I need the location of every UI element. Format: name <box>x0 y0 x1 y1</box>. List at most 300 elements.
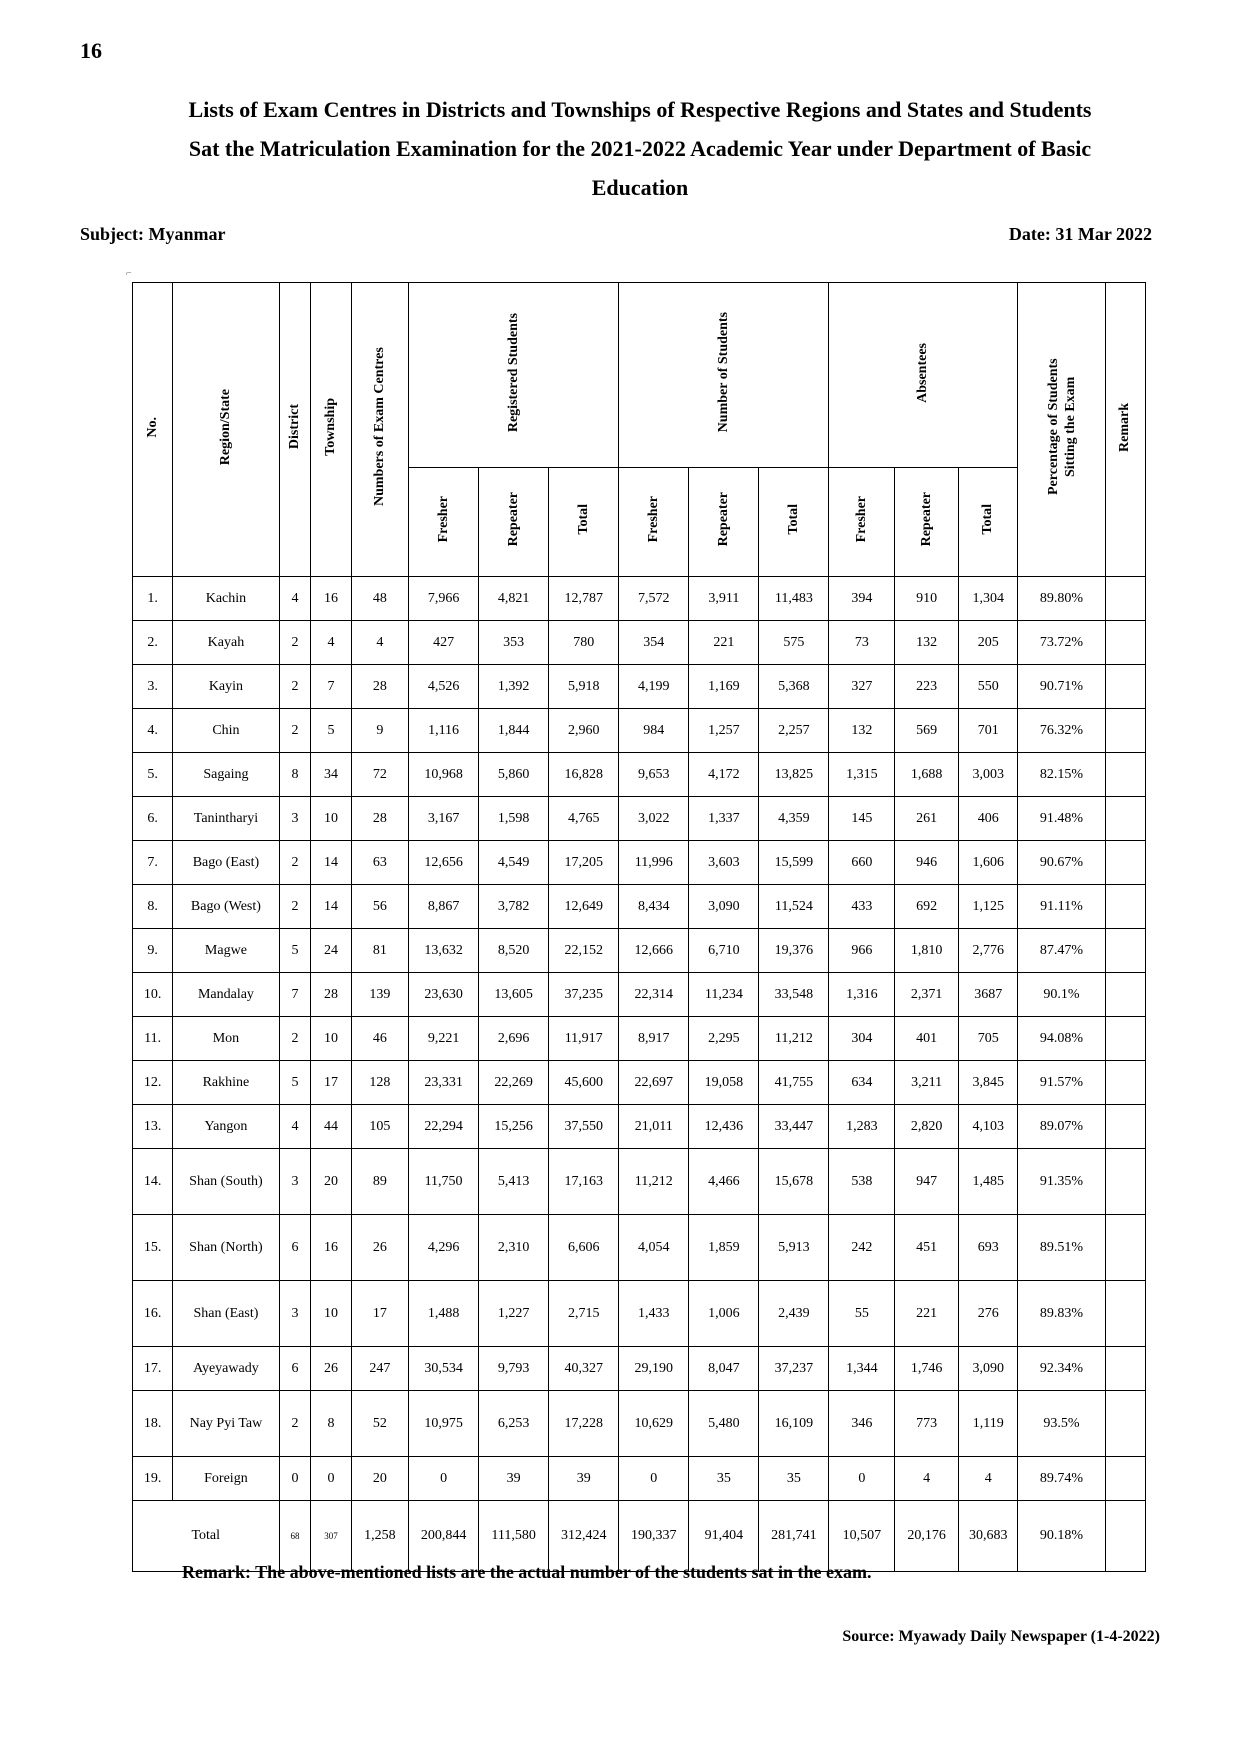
cell-region: Foreign <box>173 1457 279 1501</box>
cell-sat-fresher: 984 <box>619 709 689 753</box>
cell-region: Yangon <box>173 1105 279 1149</box>
total-sat-repeater: 91,404 <box>689 1501 759 1572</box>
cell-no: 10. <box>133 973 173 1017</box>
subheader-sat-fresher: Fresher <box>619 468 689 577</box>
cell-no: 15. <box>133 1215 173 1281</box>
cell-percentage: 93.5% <box>1018 1391 1105 1457</box>
cell-remark <box>1105 929 1145 973</box>
cell-reg-total: 39 <box>549 1457 619 1501</box>
header-absentees: Absentees <box>829 283 1018 468</box>
cell-sat-fresher: 10,629 <box>619 1391 689 1457</box>
cell-no: 8. <box>133 885 173 929</box>
cell-sat-fresher: 22,314 <box>619 973 689 1017</box>
cell-reg-total: 12,649 <box>549 885 619 929</box>
cell-abs-repeater: 692 <box>895 885 959 929</box>
table-anchor-mark: ⌐ <box>126 268 132 279</box>
cell-abs-repeater: 223 <box>895 665 959 709</box>
cell-reg-total: 22,152 <box>549 929 619 973</box>
cell-sat-total: 19,376 <box>759 929 829 973</box>
cell-region: Sagaing <box>173 753 279 797</box>
cell-reg-fresher: 1,488 <box>409 1281 479 1347</box>
cell-abs-repeater: 261 <box>895 797 959 841</box>
table-row <box>133 709 1146 753</box>
cell-abs-total: 693 <box>958 1215 1017 1281</box>
remark-note: Remark: The above-mentioned lists are the actual number of the students sat in the exam. <box>182 1562 872 1582</box>
cell-township: 0 <box>311 1457 351 1501</box>
header-number-of-students: Number of Students <box>619 283 829 468</box>
cell-reg-fresher: 23,331 <box>409 1061 479 1105</box>
cell-abs-repeater: 4 <box>895 1457 959 1501</box>
cell-remark <box>1105 665 1145 709</box>
cell-percentage: 76.32% <box>1018 709 1105 753</box>
cell-abs-repeater: 221 <box>895 1281 959 1347</box>
cell-abs-total: 3,090 <box>958 1347 1017 1391</box>
cell-region: Mandalay <box>173 973 279 1017</box>
cell-sat-repeater: 1,257 <box>689 709 759 753</box>
subheader-reg-fresher: Fresher <box>409 468 479 577</box>
cell-district: 8 <box>279 753 311 797</box>
cell-sat-total: 2,257 <box>759 709 829 753</box>
cell-region: Bago (West) <box>173 885 279 929</box>
cell-region: Shan (East) <box>173 1281 279 1347</box>
cell-sat-fresher: 4,199 <box>619 665 689 709</box>
table-body <box>133 577 1146 1572</box>
cell-no: 7. <box>133 841 173 885</box>
cell-district: 2 <box>279 621 311 665</box>
cell-sat-fresher: 1,433 <box>619 1281 689 1347</box>
cell-percentage: 89.51% <box>1018 1215 1105 1281</box>
table-row <box>133 1391 1146 1457</box>
cell-abs-total: 205 <box>958 621 1017 665</box>
cell-centres: 46 <box>351 1017 408 1061</box>
cell-abs-fresher: 145 <box>829 797 895 841</box>
cell-no: 12. <box>133 1061 173 1105</box>
table-row <box>133 1281 1146 1347</box>
cell-abs-repeater: 946 <box>895 841 959 885</box>
cell-sat-total: 35 <box>759 1457 829 1501</box>
cell-no: 17. <box>133 1347 173 1391</box>
cell-region: Tanintharyi <box>173 797 279 841</box>
cell-no: 6. <box>133 797 173 841</box>
cell-reg-repeater: 15,256 <box>479 1105 549 1149</box>
cell-reg-fresher: 9,221 <box>409 1017 479 1061</box>
cell-abs-repeater: 3,211 <box>895 1061 959 1105</box>
cell-no: 14. <box>133 1149 173 1215</box>
cell-reg-fresher: 11,750 <box>409 1149 479 1215</box>
cell-remark <box>1105 621 1145 665</box>
table-row <box>133 753 1146 797</box>
cell-reg-fresher: 0 <box>409 1457 479 1501</box>
cell-sat-total: 2,439 <box>759 1281 829 1347</box>
cell-district: 3 <box>279 1149 311 1215</box>
cell-region: Kachin <box>173 577 279 621</box>
cell-remark <box>1105 709 1145 753</box>
cell-abs-fresher: 1,283 <box>829 1105 895 1149</box>
exam-statistics-table <box>132 282 1146 1572</box>
cell-centres: 52 <box>351 1391 408 1457</box>
cell-abs-total: 550 <box>958 665 1017 709</box>
cell-sat-repeater: 221 <box>689 621 759 665</box>
cell-sat-total: 11,483 <box>759 577 829 621</box>
cell-percentage: 73.72% <box>1018 621 1105 665</box>
cell-reg-total: 45,600 <box>549 1061 619 1105</box>
cell-centres: 89 <box>351 1149 408 1215</box>
cell-remark <box>1105 1149 1145 1215</box>
cell-abs-total: 2,776 <box>958 929 1017 973</box>
cell-region: Mon <box>173 1017 279 1061</box>
cell-no: 13. <box>133 1105 173 1149</box>
cell-abs-fresher: 660 <box>829 841 895 885</box>
total-abs-fresher: 10,507 <box>829 1501 895 1572</box>
source-note: Source: Myawady Daily Newspaper (1-4-2022) <box>842 1628 1160 1645</box>
subheader-abs-fresher: Fresher <box>829 468 895 577</box>
cell-township: 10 <box>311 797 351 841</box>
cell-abs-repeater: 401 <box>895 1017 959 1061</box>
subheader-abs-total: Total <box>958 468 1017 577</box>
cell-reg-fresher: 1,116 <box>409 709 479 753</box>
cell-remark <box>1105 1017 1145 1061</box>
cell-abs-repeater: 1,688 <box>895 753 959 797</box>
cell-no: 2. <box>133 621 173 665</box>
cell-sat-repeater: 6,710 <box>689 929 759 973</box>
cell-abs-total: 4,103 <box>958 1105 1017 1149</box>
cell-sat-total: 16,109 <box>759 1391 829 1457</box>
cell-abs-fresher: 55 <box>829 1281 895 1347</box>
cell-reg-total: 12,787 <box>549 577 619 621</box>
table-row <box>133 1061 1146 1105</box>
cell-centres: 28 <box>351 797 408 841</box>
cell-sat-fresher: 354 <box>619 621 689 665</box>
document-title <box>120 90 1160 207</box>
title-line: Sat the Matriculation Examination for the 2021-2022 Academic Year under Department of Basic <box>188 136 1092 161</box>
cell-abs-fresher: 327 <box>829 665 895 709</box>
total-district: 68 <box>279 1501 311 1572</box>
cell-region: Shan (South) <box>173 1149 279 1215</box>
cell-percentage: 90.71% <box>1018 665 1105 709</box>
cell-sat-total: 5,913 <box>759 1215 829 1281</box>
cell-reg-fresher: 7,966 <box>409 577 479 621</box>
cell-reg-repeater: 6,253 <box>479 1391 549 1457</box>
cell-percentage: 91.48% <box>1018 797 1105 841</box>
cell-reg-fresher: 8,867 <box>409 885 479 929</box>
cell-sat-fresher: 29,190 <box>619 1347 689 1391</box>
cell-percentage: 89.07% <box>1018 1105 1105 1149</box>
cell-region: Chin <box>173 709 279 753</box>
cell-abs-total: 1,606 <box>958 841 1017 885</box>
cell-abs-total: 3,845 <box>958 1061 1017 1105</box>
cell-sat-repeater: 3,911 <box>689 577 759 621</box>
cell-abs-fresher: 304 <box>829 1017 895 1061</box>
table-row <box>133 621 1146 665</box>
cell-centres: 9 <box>351 709 408 753</box>
table-row <box>133 929 1146 973</box>
cell-district: 2 <box>279 841 311 885</box>
header-registered: Registered Students <box>409 283 619 468</box>
cell-sat-total: 33,447 <box>759 1105 829 1149</box>
cell-township: 44 <box>311 1105 351 1149</box>
cell-township: 28 <box>311 973 351 1017</box>
cell-centres: 128 <box>351 1061 408 1105</box>
cell-centres: 72 <box>351 753 408 797</box>
header-township: Township <box>311 283 351 577</box>
cell-abs-total: 3,003 <box>958 753 1017 797</box>
cell-region: Kayin <box>173 665 279 709</box>
cell-township: 20 <box>311 1149 351 1215</box>
cell-centres: 139 <box>351 973 408 1017</box>
cell-reg-total: 4,765 <box>549 797 619 841</box>
cell-percentage: 89.83% <box>1018 1281 1105 1347</box>
cell-reg-fresher: 4,296 <box>409 1215 479 1281</box>
cell-sat-fresher: 4,054 <box>619 1215 689 1281</box>
table-row <box>133 1457 1146 1501</box>
cell-no: 4. <box>133 709 173 753</box>
cell-abs-total: 701 <box>958 709 1017 753</box>
total-label: Total <box>133 1501 280 1572</box>
cell-reg-total: 40,327 <box>549 1347 619 1391</box>
cell-sat-total: 15,678 <box>759 1149 829 1215</box>
cell-remark <box>1105 1105 1145 1149</box>
page-number: 16 <box>80 38 102 63</box>
cell-reg-repeater: 5,413 <box>479 1149 549 1215</box>
table-row <box>133 1017 1146 1061</box>
cell-sat-total: 4,359 <box>759 797 829 841</box>
cell-reg-fresher: 3,167 <box>409 797 479 841</box>
total-township: 307 <box>311 1501 351 1572</box>
cell-reg-fresher: 12,656 <box>409 841 479 885</box>
cell-sat-fresher: 22,697 <box>619 1061 689 1105</box>
cell-sat-repeater: 1,859 <box>689 1215 759 1281</box>
cell-abs-repeater: 1,746 <box>895 1347 959 1391</box>
cell-abs-fresher: 0 <box>829 1457 895 1501</box>
cell-remark <box>1105 1347 1145 1391</box>
cell-district: 2 <box>279 885 311 929</box>
cell-district: 5 <box>279 1061 311 1105</box>
cell-sat-total: 575 <box>759 621 829 665</box>
cell-township: 8 <box>311 1391 351 1457</box>
cell-abs-repeater: 132 <box>895 621 959 665</box>
cell-township: 4 <box>311 621 351 665</box>
cell-centres: 17 <box>351 1281 408 1347</box>
cell-abs-repeater: 2,820 <box>895 1105 959 1149</box>
subheader-reg-repeater: Repeater <box>479 468 549 577</box>
cell-centres: 105 <box>351 1105 408 1149</box>
cell-district: 2 <box>279 665 311 709</box>
table-row <box>133 665 1146 709</box>
cell-abs-fresher: 1,315 <box>829 753 895 797</box>
cell-abs-total: 1,119 <box>958 1391 1017 1457</box>
total-remark <box>1105 1501 1145 1572</box>
total-reg-fresher: 200,844 <box>409 1501 479 1572</box>
cell-district: 0 <box>279 1457 311 1501</box>
cell-reg-repeater: 4,549 <box>479 841 549 885</box>
cell-sat-total: 11,212 <box>759 1017 829 1061</box>
cell-reg-fresher: 23,630 <box>409 973 479 1017</box>
cell-sat-repeater: 4,466 <box>689 1149 759 1215</box>
cell-sat-fresher: 12,666 <box>619 929 689 973</box>
cell-township: 14 <box>311 841 351 885</box>
cell-abs-fresher: 538 <box>829 1149 895 1215</box>
cell-reg-total: 780 <box>549 621 619 665</box>
cell-reg-repeater: 1,227 <box>479 1281 549 1347</box>
cell-abs-total: 1,485 <box>958 1149 1017 1215</box>
subject-label: Subject: Myanmar <box>80 224 226 244</box>
cell-district: 6 <box>279 1215 311 1281</box>
cell-district: 2 <box>279 1017 311 1061</box>
cell-reg-repeater: 2,696 <box>479 1017 549 1061</box>
cell-abs-fresher: 242 <box>829 1215 895 1281</box>
cell-region: Kayah <box>173 621 279 665</box>
cell-reg-repeater: 1,598 <box>479 797 549 841</box>
cell-township: 16 <box>311 1215 351 1281</box>
table-row <box>133 1105 1146 1149</box>
cell-abs-fresher: 634 <box>829 1061 895 1105</box>
cell-reg-repeater: 2,310 <box>479 1215 549 1281</box>
cell-abs-fresher: 346 <box>829 1391 895 1457</box>
cell-percentage: 94.08% <box>1018 1017 1105 1061</box>
cell-reg-fresher: 427 <box>409 621 479 665</box>
cell-abs-total: 705 <box>958 1017 1017 1061</box>
cell-reg-fresher: 22,294 <box>409 1105 479 1149</box>
cell-reg-repeater: 4,821 <box>479 577 549 621</box>
cell-centres: 247 <box>351 1347 408 1391</box>
total-reg-total: 312,424 <box>549 1501 619 1572</box>
cell-abs-repeater: 2,371 <box>895 973 959 1017</box>
cell-abs-total: 4 <box>958 1457 1017 1501</box>
cell-abs-repeater: 947 <box>895 1149 959 1215</box>
total-reg-repeater: 111,580 <box>479 1501 549 1572</box>
cell-township: 16 <box>311 577 351 621</box>
cell-reg-repeater: 13,605 <box>479 973 549 1017</box>
cell-remark <box>1105 577 1145 621</box>
cell-reg-total: 17,228 <box>549 1391 619 1457</box>
cell-sat-repeater: 8,047 <box>689 1347 759 1391</box>
cell-abs-fresher: 73 <box>829 621 895 665</box>
cell-remark <box>1105 973 1145 1017</box>
cell-reg-total: 17,163 <box>549 1149 619 1215</box>
cell-reg-total: 5,918 <box>549 665 619 709</box>
cell-district: 4 <box>279 1105 311 1149</box>
cell-reg-total: 2,715 <box>549 1281 619 1347</box>
cell-sat-total: 13,825 <box>759 753 829 797</box>
cell-region: Bago (East) <box>173 841 279 885</box>
total-sat-fresher: 190,337 <box>619 1501 689 1572</box>
date-label: Date: 31 Mar 2022 <box>1008 224 1152 244</box>
table-row <box>133 1149 1146 1215</box>
total-centres: 1,258 <box>351 1501 408 1572</box>
cell-abs-repeater: 773 <box>895 1391 959 1457</box>
cell-region: Nay Pyi Taw <box>173 1391 279 1457</box>
cell-centres: 81 <box>351 929 408 973</box>
cell-sat-repeater: 1,337 <box>689 797 759 841</box>
cell-abs-repeater: 451 <box>895 1215 959 1281</box>
cell-sat-repeater: 11,234 <box>689 973 759 1017</box>
table-row <box>133 973 1146 1017</box>
table-row <box>133 841 1146 885</box>
cell-township: 7 <box>311 665 351 709</box>
cell-no: 11. <box>133 1017 173 1061</box>
cell-no: 5. <box>133 753 173 797</box>
cell-township: 10 <box>311 1281 351 1347</box>
cell-district: 4 <box>279 577 311 621</box>
total-row <box>133 1501 1146 1572</box>
cell-remark <box>1105 1215 1145 1281</box>
subheader-abs-repeater: Repeater <box>895 468 959 577</box>
cell-abs-fresher: 1,316 <box>829 973 895 1017</box>
cell-region: Shan (North) <box>173 1215 279 1281</box>
cell-remark <box>1105 1281 1145 1347</box>
subheader-sat-total: Total <box>759 468 829 577</box>
cell-abs-repeater: 910 <box>895 577 959 621</box>
cell-reg-total: 11,917 <box>549 1017 619 1061</box>
cell-remark <box>1105 1061 1145 1105</box>
cell-abs-fresher: 966 <box>829 929 895 973</box>
cell-abs-repeater: 569 <box>895 709 959 753</box>
total-abs-total: 30,683 <box>958 1501 1017 1572</box>
header-percentage: Percentage of Students Sitting the Exam <box>1018 283 1105 577</box>
cell-remark <box>1105 1457 1145 1501</box>
cell-reg-repeater: 1,392 <box>479 665 549 709</box>
cell-sat-fresher: 11,212 <box>619 1149 689 1215</box>
cell-district: 2 <box>279 1391 311 1457</box>
header-no: No. <box>133 283 173 577</box>
cell-sat-repeater: 19,058 <box>689 1061 759 1105</box>
cell-sat-total: 5,368 <box>759 665 829 709</box>
header-remark: Remark <box>1105 283 1145 577</box>
cell-abs-total: 1,125 <box>958 885 1017 929</box>
cell-abs-fresher: 433 <box>829 885 895 929</box>
table-row <box>133 1215 1146 1281</box>
cell-sat-repeater: 3,603 <box>689 841 759 885</box>
cell-district: 6 <box>279 1347 311 1391</box>
cell-sat-repeater: 1,006 <box>689 1281 759 1347</box>
cell-reg-fresher: 13,632 <box>409 929 479 973</box>
cell-abs-repeater: 1,810 <box>895 929 959 973</box>
cell-abs-total: 1,304 <box>958 577 1017 621</box>
header-centres: Numbers of Exam Centres <box>351 283 408 577</box>
cell-sat-total: 37,237 <box>759 1347 829 1391</box>
cell-sat-repeater: 3,090 <box>689 885 759 929</box>
cell-no: 18. <box>133 1391 173 1457</box>
cell-reg-total: 16,828 <box>549 753 619 797</box>
table-row <box>133 885 1146 929</box>
cell-abs-fresher: 1,344 <box>829 1347 895 1391</box>
cell-abs-total: 3687 <box>958 973 1017 1017</box>
cell-sat-repeater: 5,480 <box>689 1391 759 1457</box>
cell-remark <box>1105 1391 1145 1457</box>
cell-sat-fresher: 8,434 <box>619 885 689 929</box>
cell-sat-fresher: 9,653 <box>619 753 689 797</box>
cell-reg-repeater: 1,844 <box>479 709 549 753</box>
cell-reg-repeater: 3,782 <box>479 885 549 929</box>
cell-region: Magwe <box>173 929 279 973</box>
table-row <box>133 797 1146 841</box>
cell-township: 5 <box>311 709 351 753</box>
cell-sat-total: 11,524 <box>759 885 829 929</box>
total-sat-total: 281,741 <box>759 1501 829 1572</box>
cell-sat-repeater: 2,295 <box>689 1017 759 1061</box>
cell-percentage: 91.35% <box>1018 1149 1105 1215</box>
cell-centres: 63 <box>351 841 408 885</box>
cell-district: 7 <box>279 973 311 1017</box>
cell-sat-fresher: 11,996 <box>619 841 689 885</box>
cell-percentage: 89.74% <box>1018 1457 1105 1501</box>
cell-no: 3. <box>133 665 173 709</box>
cell-reg-repeater: 9,793 <box>479 1347 549 1391</box>
cell-centres: 4 <box>351 621 408 665</box>
cell-reg-total: 6,606 <box>549 1215 619 1281</box>
subheader-reg-total: Total <box>549 468 619 577</box>
cell-centres: 28 <box>351 665 408 709</box>
